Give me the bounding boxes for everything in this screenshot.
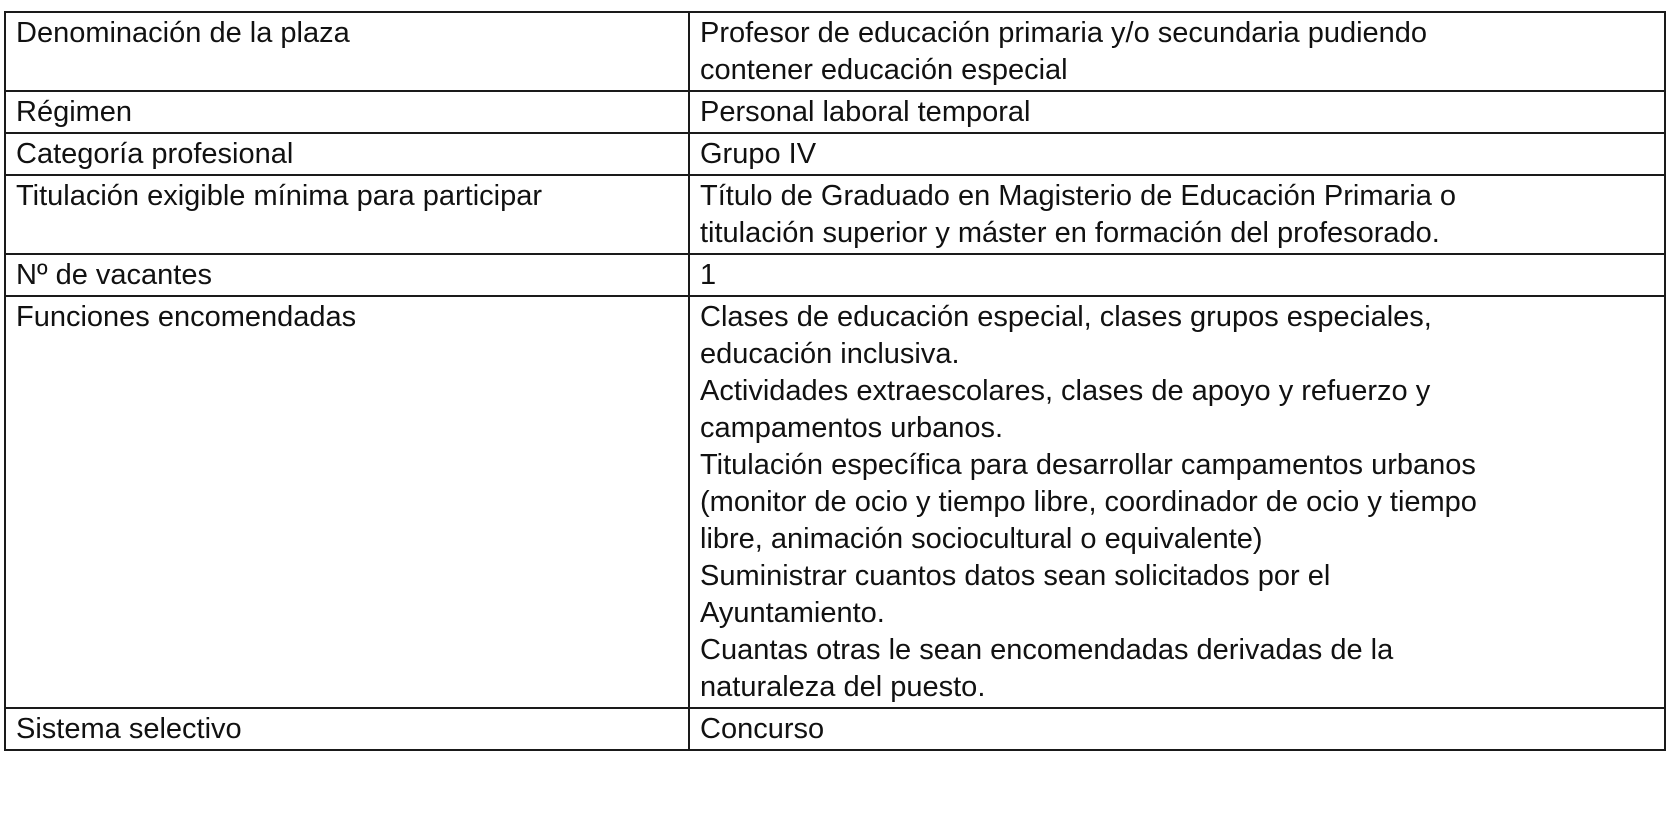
table-row [5, 133, 1665, 175]
table-row [5, 175, 1665, 254]
row-value-line: educación inclusiva. [700, 338, 960, 370]
row-value-line: naturaleza del puesto. [700, 671, 986, 703]
row-value-line: campamentos urbanos. [700, 412, 1004, 444]
row-label-text: Nº de vacantes [16, 259, 212, 291]
row-value-line: contener educación especial [700, 54, 1068, 86]
row-label [5, 175, 689, 254]
row-value-line: Profesor de educación primaria y/o secundaria pudiendo [700, 17, 1428, 49]
table-body [5, 12, 1665, 750]
row-value-line: Ayuntamiento. [700, 597, 885, 629]
row-value-line: libre, animación sociocultural o equivalente) [700, 523, 1263, 555]
row-label [5, 296, 689, 708]
table-row [5, 91, 1665, 133]
row-label [5, 254, 689, 296]
row-label-text: Sistema selectivo [16, 713, 242, 745]
row-label-text: Titulación exigible mínima para participar [16, 180, 542, 212]
row-value [689, 175, 1665, 254]
row-value [689, 708, 1665, 750]
row-value [689, 91, 1665, 133]
table-row [5, 254, 1665, 296]
row-label-text: Denominación de la plaza [16, 17, 350, 49]
table-row [5, 708, 1665, 750]
row-value [689, 12, 1665, 91]
row-label-text: Categoría profesional [16, 138, 294, 170]
job-details-table [4, 11, 1666, 751]
row-value-line: Título de Graduado en Magisterio de Educación Primaria o [700, 180, 1457, 212]
row-value-line: Personal laboral temporal [700, 96, 1031, 128]
table-row [5, 12, 1665, 91]
row-label [5, 12, 689, 91]
row-value [689, 254, 1665, 296]
row-label-text: Funciones encomendadas [16, 301, 357, 333]
row-value-line: Grupo IV [700, 138, 817, 170]
row-value-line: Cuantas otras le sean encomendadas derivadas de la [700, 634, 1394, 666]
row-value-line: Concurso [700, 713, 825, 745]
row-value-line: Actividades extraescolares, clases de apoyo y refuerzo y [700, 375, 1431, 407]
row-value-line: (monitor de ocio y tiempo libre, coordinador de ocio y tiempo [700, 486, 1477, 518]
row-value [689, 296, 1665, 708]
row-label-text: Régimen [16, 96, 133, 128]
row-value-line: titulación superior y máster en formación del profesorado. [700, 217, 1440, 249]
row-label [5, 708, 689, 750]
row-value-line: Clases de educación especial, clases grupos especiales, [700, 301, 1432, 333]
row-value [689, 133, 1665, 175]
table-row [5, 296, 1665, 708]
row-label [5, 91, 689, 133]
row-label [5, 133, 689, 175]
row-value-line: Suministrar cuantos datos sean solicitados por el [700, 560, 1331, 592]
row-value-line: Titulación específica para desarrollar campamentos urbanos [700, 449, 1476, 481]
row-value-line: 1 [700, 259, 717, 291]
